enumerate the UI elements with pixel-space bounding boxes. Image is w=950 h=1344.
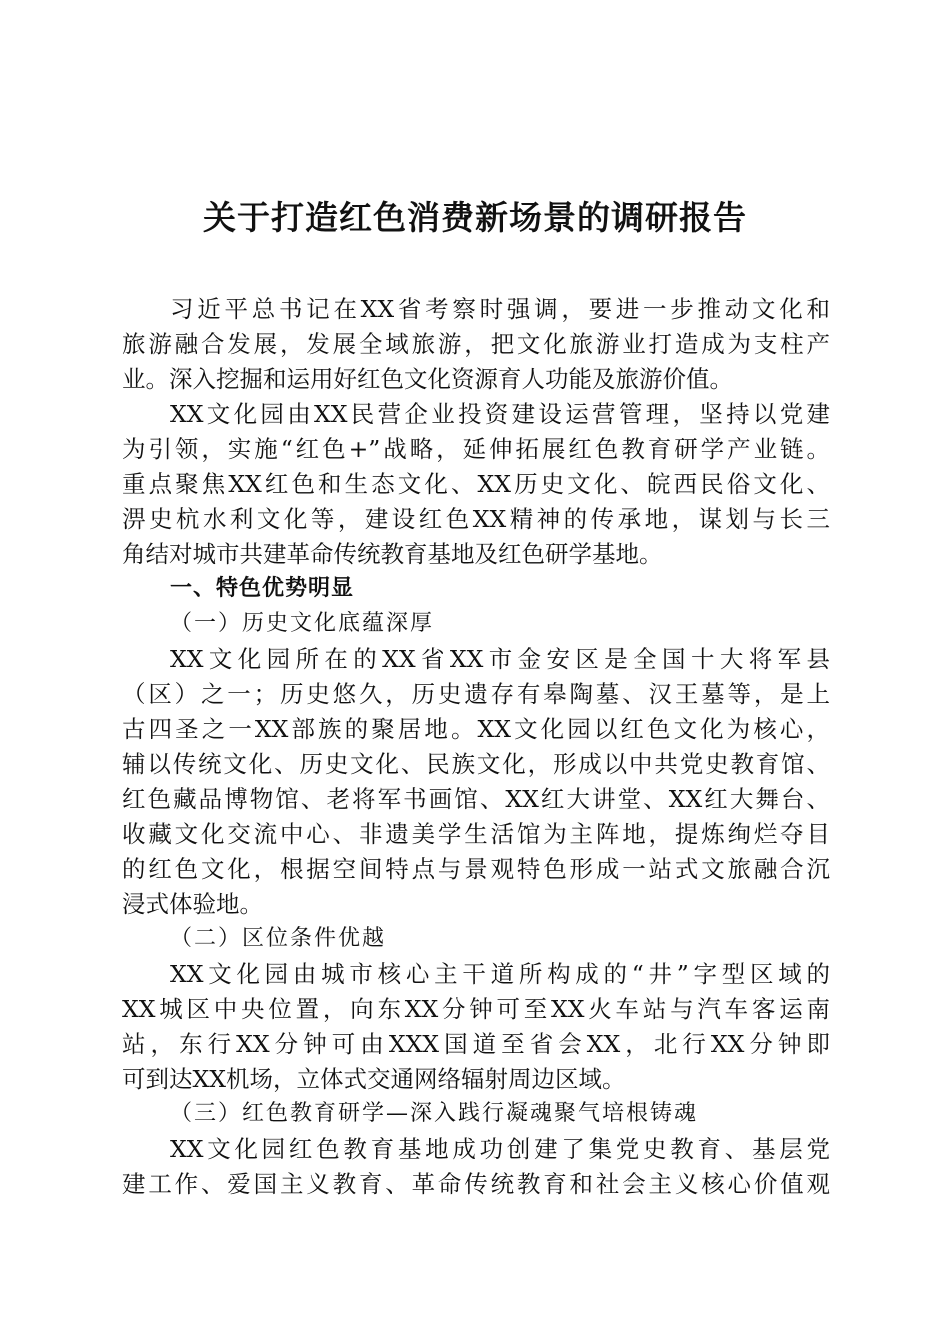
subsection-1-line-5: 红色藏品博物馆、老将军书画馆、XX红大讲堂、XX红大舞台、 — [122, 785, 830, 813]
paragraph-2-line-5: 角结对城市共建革命传统教育基地及红色研学基地。 — [122, 540, 663, 568]
paragraph-1-line-3: 业。深入挖掘和运用好红色文化资源育人功能及旅游价值。 — [122, 365, 733, 393]
paragraph-1-line-2: 旅游融合发展，发展全域旅游，把文化旅游业打造成为支柱产 — [122, 330, 830, 358]
document-title: 关于打造红色消费新场景的调研报告 — [203, 198, 747, 237]
section-1-heading: 一、特色优势明显 — [170, 576, 355, 601]
subsection-1-line-1: XX文化园所在的XX省XX市金安区是全国十大将军县 — [170, 645, 830, 673]
subsection-3-line-1: XX文化园红色教育基地成功创建了集党史教育、基层党 — [170, 1135, 830, 1163]
subsection-2-line-4: 可到达XX机场，立体式交通网络辐射周边区域。 — [122, 1065, 626, 1093]
subsection-3-line-2: 建工作、爱国主义教育、革命传统教育和社会主义核心价值观 — [122, 1170, 830, 1198]
subsection-1-line-2: （区）之一；历史悠久，历史遗存有皋陶墓、汉王墓等，是上 — [122, 680, 830, 708]
subsection-1-line-6: 收藏文化交流中心、非遗美学生活馆为主阵地，提炼绚烂夺目 — [122, 820, 830, 848]
paragraph-2-line-1: XX文化园由XX民营企业投资建设运营管理，坚持以党建 — [170, 400, 830, 428]
subsection-1-line-4: 辅以传统文化、历史文化、民族文化，形成以中共党史教育馆、 — [122, 750, 830, 778]
subsection-1-heading: （一）历史文化底蕴深厚 — [170, 611, 435, 636]
subsection-1-line-7: 的红色文化，根据空间特点与景观特色形成一站式文旅融合沉 — [122, 855, 830, 883]
paragraph-2-line-2: 为引领，实施“红色+”战略，延伸拓展红色教育研学产业链。 — [122, 435, 830, 463]
subsection-2-line-2: XX城区中央位置，向东XX分钟可至XX火车站与汽车客运南 — [122, 995, 830, 1023]
paragraph-2-line-4: 淠史杭水利文化等，建设红色XX精神的传承地，谋划与长三 — [122, 505, 830, 533]
subsection-2-line-1: XX文化园由城市核心主干道所构成的“井”字型区域的 — [170, 960, 830, 988]
subsection-1-line-8: 浸式体验地。 — [122, 890, 263, 918]
subsection-1-line-3: 古四圣之一XX部族的聚居地。XX文化园以红色文化为核心， — [122, 715, 830, 743]
subsection-2-line-3: 站，东行XX分钟可由XXX国道至省会XX，北行XX分钟即 — [122, 1030, 830, 1058]
paragraph-1-line-1: 习近平总书记在XX省考察时强调，要进一步推动文化和 — [170, 295, 830, 323]
subsection-3-heading: （三）红色教育研学—深入践行凝魂聚气培根铸魂 — [170, 1101, 699, 1126]
paragraph-2-line-3: 重点聚焦XX红色和生态文化、XX历史文化、皖西民俗文化、 — [122, 470, 830, 498]
subsection-2-heading: （二）区位条件优越 — [170, 926, 387, 951]
